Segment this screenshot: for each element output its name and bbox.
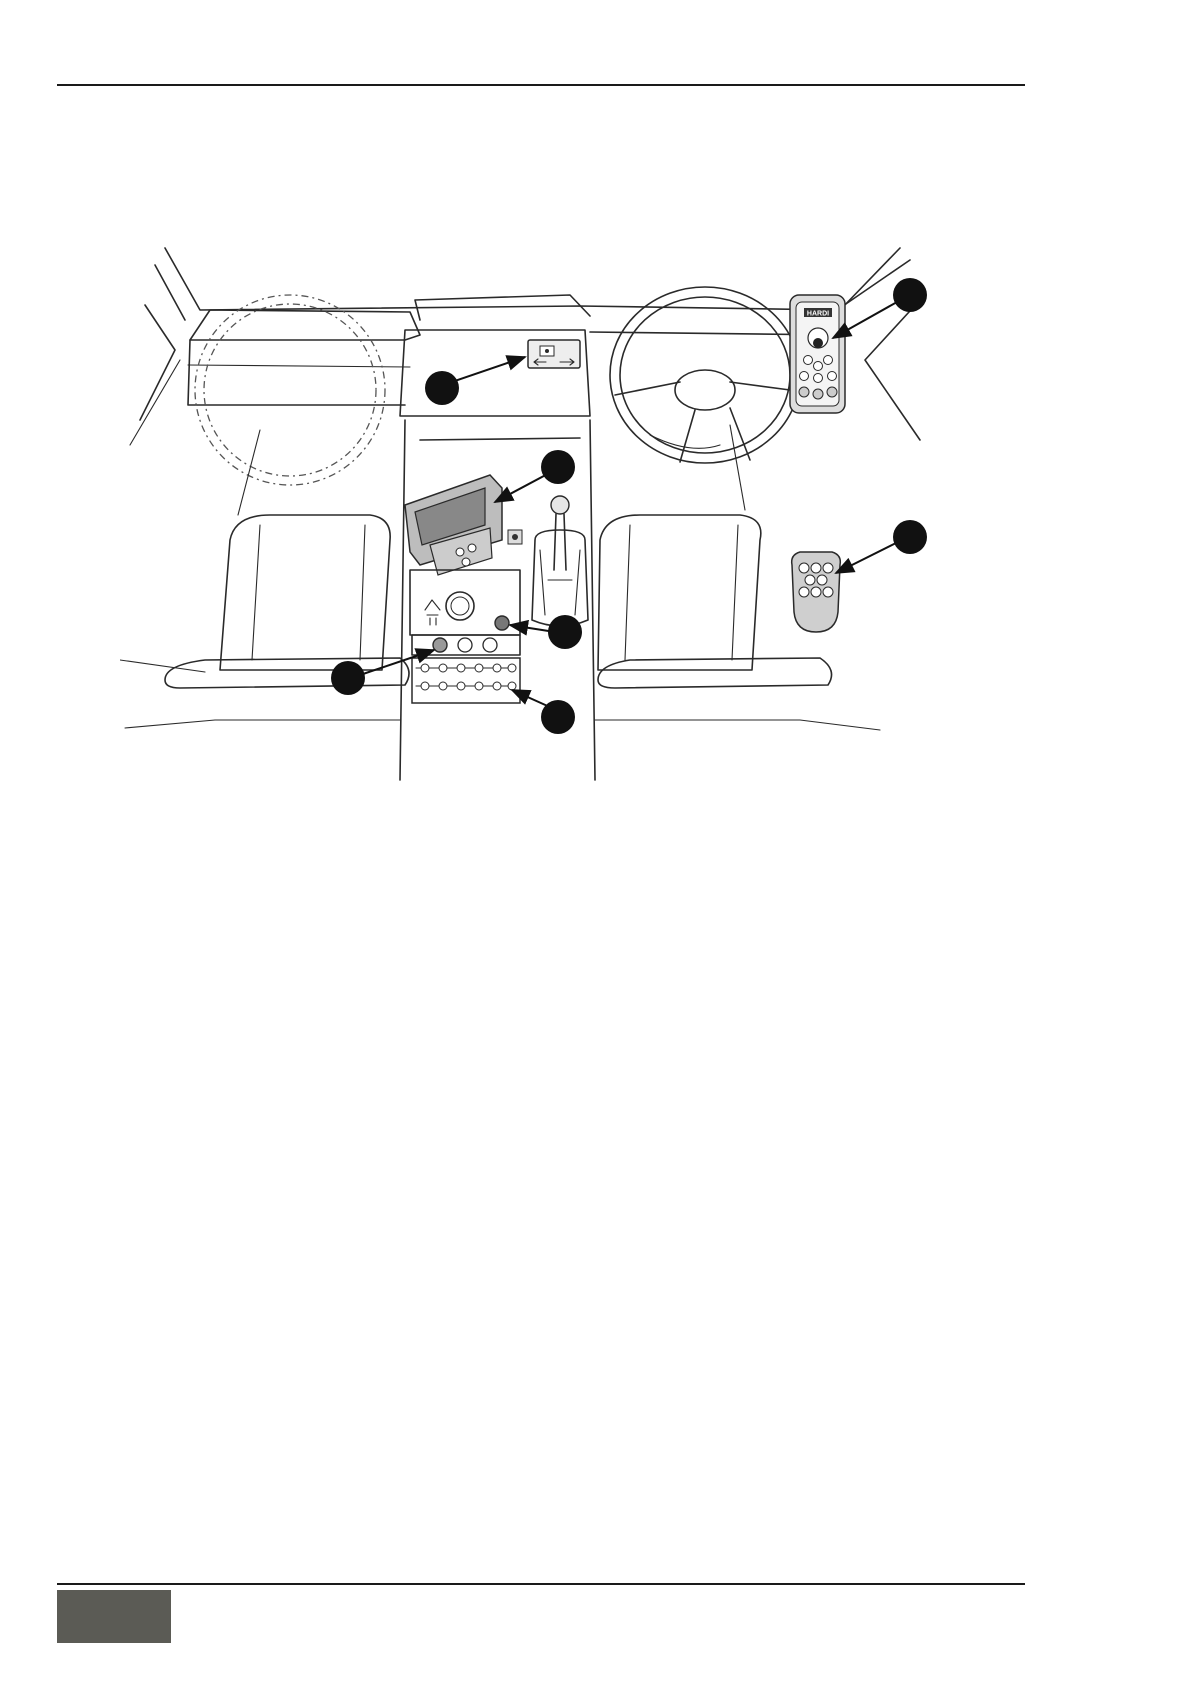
callout-terminal-display [541,450,575,484]
floor-lines [125,720,880,730]
cab-interior-line-drawing [120,240,1000,800]
callout-handheld-remote [893,520,927,554]
handheld-remote [792,552,841,632]
console-socket-left [433,638,447,652]
terminal-display [405,475,522,575]
passenger-seat [120,515,409,688]
joystick-control [790,295,845,413]
footer-rule [57,1583,1025,1585]
callout-dashboard-switch [425,371,459,405]
joystick-brand-label: HARDI [806,310,830,318]
cab-interior-figure [120,240,1000,800]
dashboard-switch [528,340,580,368]
leader-remote [836,542,898,573]
callout-switch-panel [541,700,575,734]
console-socket-right [495,616,509,630]
gear-shifter [532,496,588,626]
switch-panel [412,658,520,703]
callout-joystick-control [893,278,927,312]
dashboard [188,295,840,515]
header-rule [57,84,1025,86]
callout-console-socket-right [548,615,582,649]
page-number-tab [57,1590,171,1643]
steering-wheel [610,287,800,510]
callout-console-socket-left [331,661,365,695]
